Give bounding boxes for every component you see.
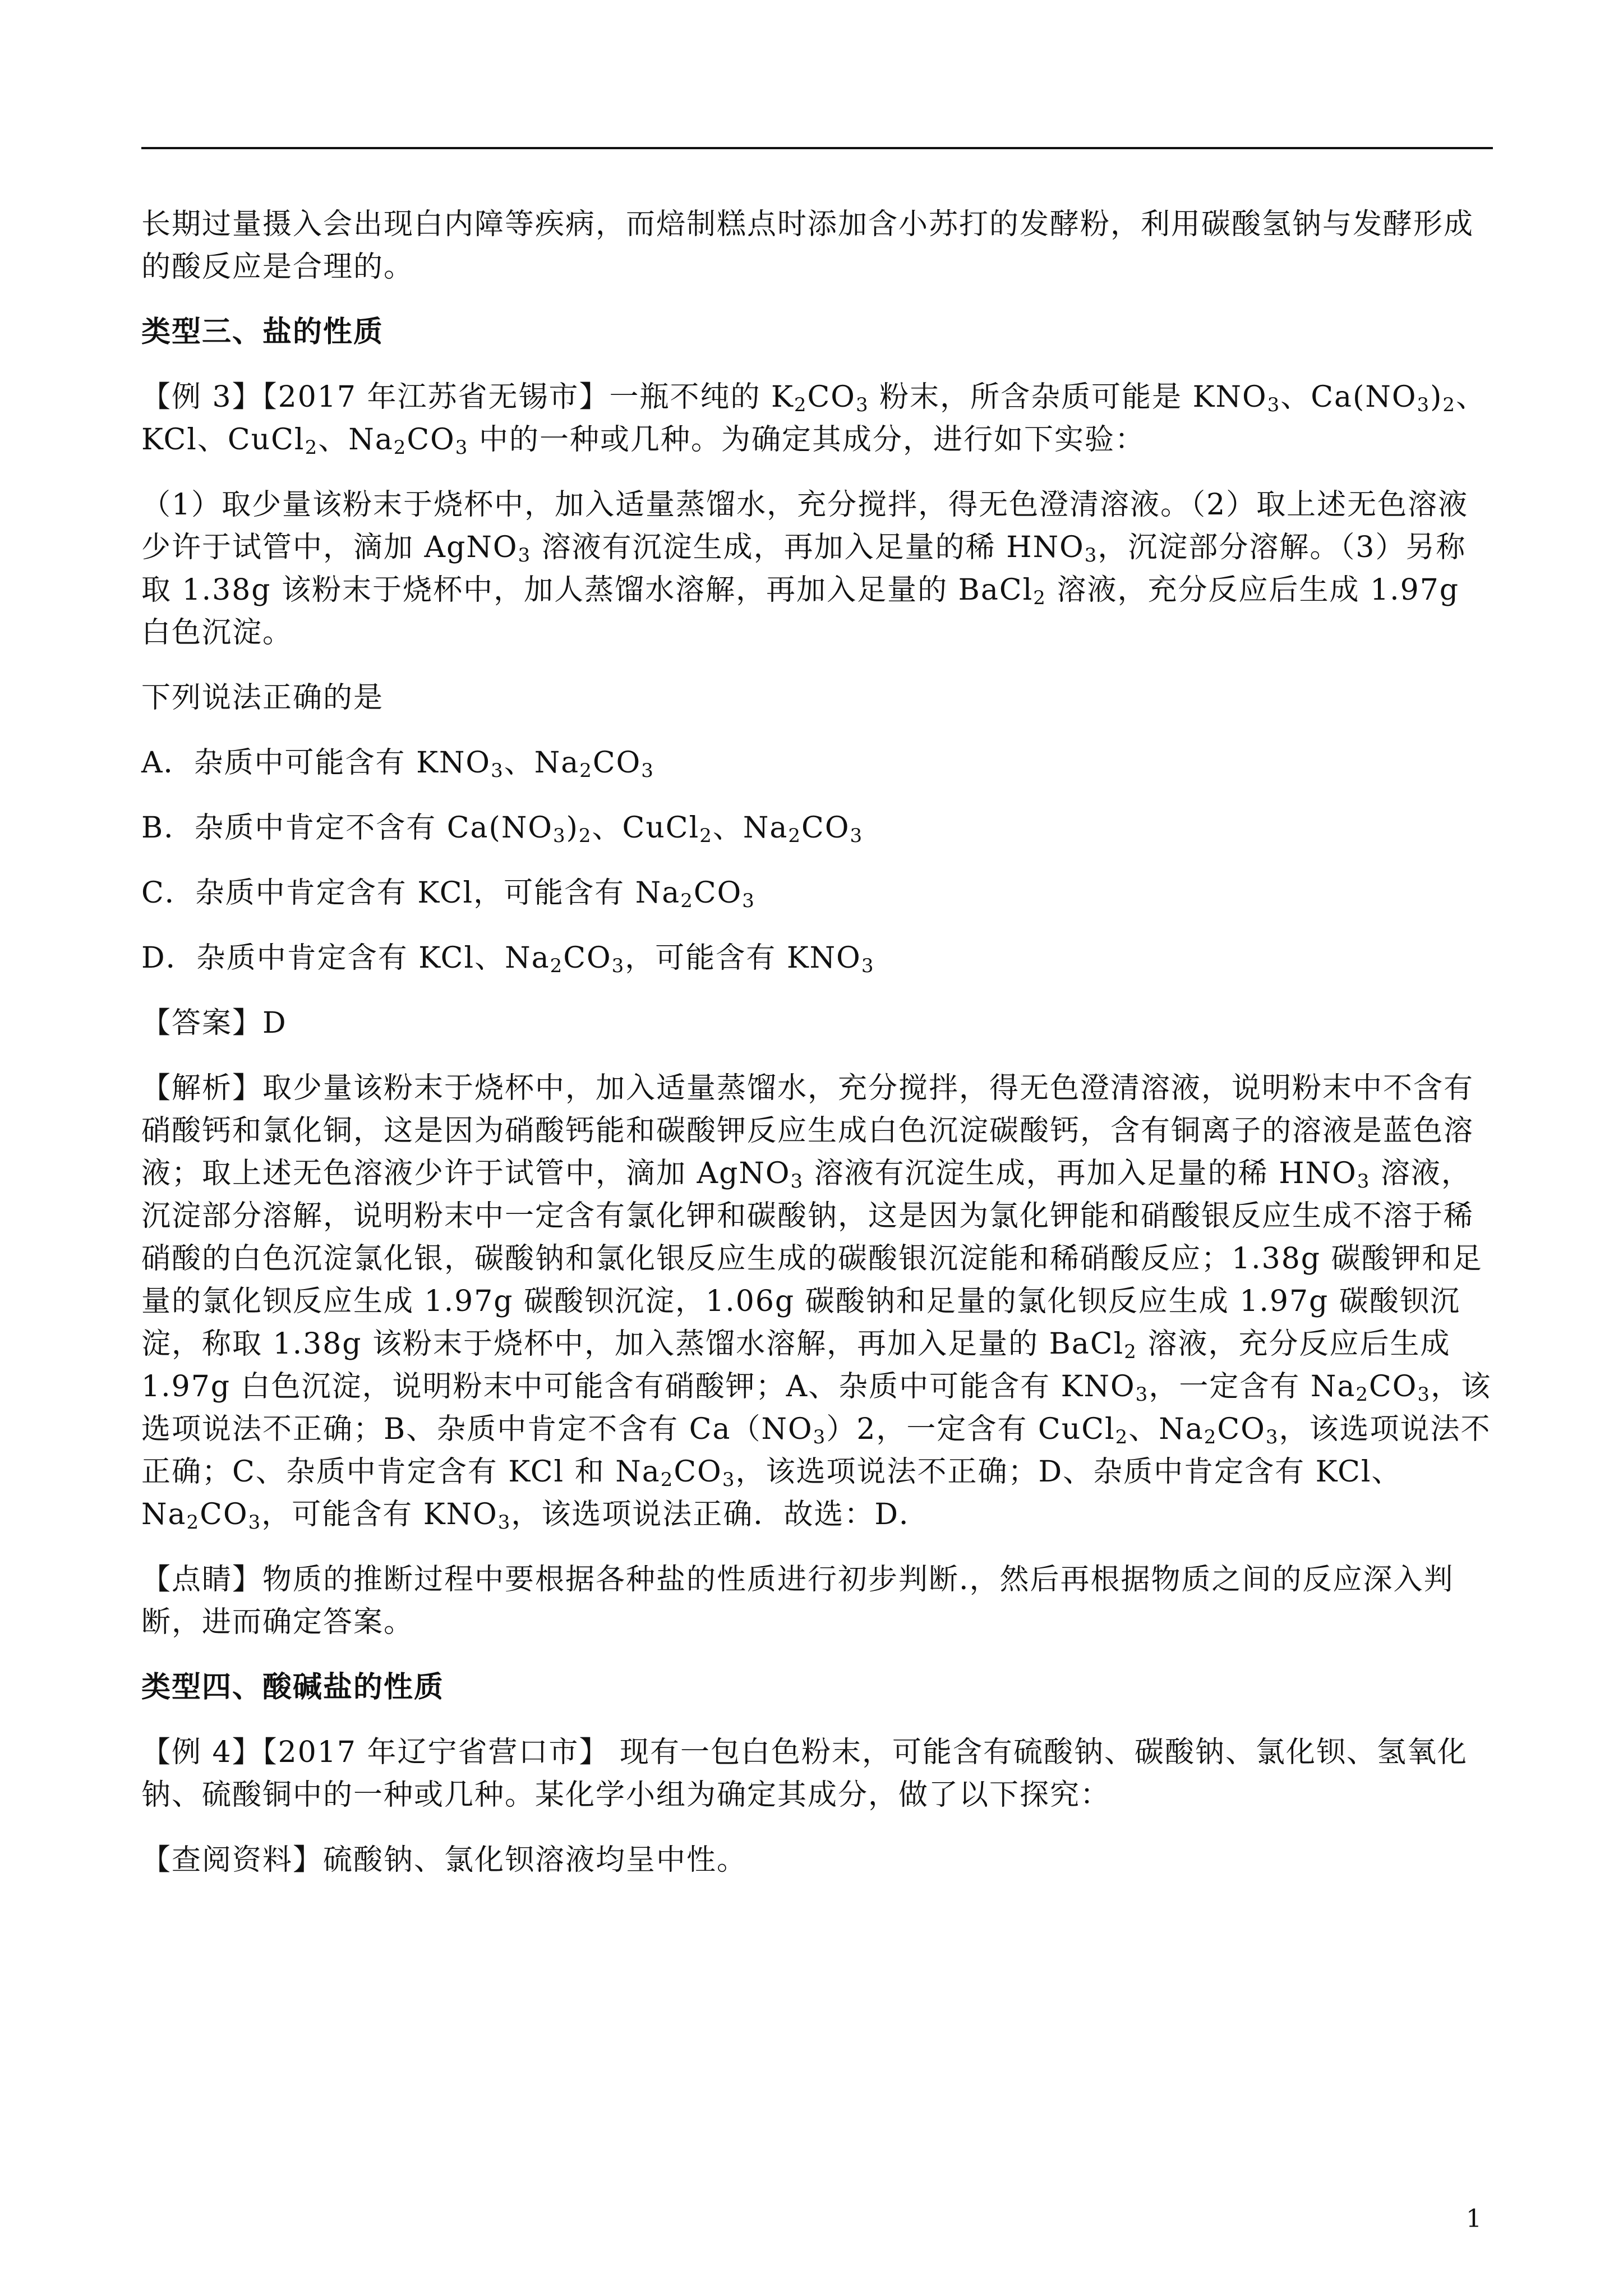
example3-stem: 【例 3】【2017 年江苏省无锡市】一瓶不纯的 $K_2CO_3$ 粉末，所含杂质可能是 $KNO_3$、$Ca(NO_3)_2$、KCl、CuCl$_2$、$Na_2CO_3$ 中的一种或几种。为确定其成分，进行如下实验： xyxy=(141,380,1487,459)
question-prompt: 下列说法正确的是 xyxy=(141,681,384,715)
header-rule xyxy=(141,147,1493,149)
document-body xyxy=(141,203,1493,1904)
example4-stem: 【例 4】【2017 年辽宁省营口市】 现有一包白色粉末，可能含有硫酸钠、碳酸钠、氯化钡、氢氧化钠、硫酸铜中的一种或几种。某化学小组为确定其成分，做了以下探究： xyxy=(141,1736,1468,1812)
section-heading-type3: 类型三、盐的性质 xyxy=(141,315,384,349)
option-d: D．杂质中肯定含有 KCl、$Na_2CO_3$，可能含有 $KNO_3$ xyxy=(141,941,875,977)
option-a: A．杂质中可能含有 $KNO_3$、$Na_2CO_3$ xyxy=(141,746,654,782)
section-heading-type4: 类型四、酸碱盐的性质 xyxy=(141,1670,445,1704)
analysis-paragraph: 【解析】取少量该粉末于烧杯中，加入适量蒸馏水，充分搅拌，得无色澄清溶液，说明粉末中不含有硝酸钙和氯化铜，这是因为硝酸钙能和碳酸钾反应生成白色沉淀碳酸钙，含有铜离子的溶液是蓝色溶液；取上述无色溶液少许于试管中，滴加 AgNO$_3$ 溶液有沉淀生成，再加入足量的稀 $HNO_3$ 溶液，沉淀部分溶解，说明粉末中一定含有氯化钾和碳酸钠，这是因为氯化钾能和硝酸银反应生成不溶于稀硝酸的白色沉淀氯化银，碳酸钠和氯化银反应生成的碳酸银沉淀能和稀硝酸反应；1.38g 碳酸钾和足量的氯化钡反应生成 1.97g 碳酸钡沉淀，1.06g 碳酸钠和足量的氯化钡反应生成 1.97g 碳酸钡沉淀，称取 1.38g 该粉末于烧杯中，加入蒸馏水溶解，再加入足量的 BaCl$_2$ 溶液，充分反应后生成 1.97g 白色沉淀，说明粉末中可能含有硝酸钾；A、杂质中可能含有 $KNO_3$，一定含有 $Na_2CO_3$，该选项说法不正确；B、杂质中肯定不含有 $Ca(NO_3)2$，一定含有 CuCl$_2$、$Na_2CO_3$，该选项说法不正确；C、杂质中肯定含有 KCl 和 $Na_2CO_3$，该选项说法不正确；D、杂质中肯定含有 KCl、$Na_2CO_3$，可能含有 $KNO_3$，该选项说法正确．故选：D． xyxy=(141,1071,1492,1534)
experiment-steps: （1）取少量该粉末于烧杯中，加入适量蒸馏水，充分搅拌，得无色澄清溶液。（2）取上述无色溶液少许于试管中，滴加 AgNO$_3$ 溶液有沉淀生成，再加入足量的稀 $HNO_3$，沉淀部分溶解。（3）另称取 1.38g 该粉末于烧杯中，加人蒸馏水溶解，再加入足量的 BaCl$_2$ 溶液，充分反应后生成 1.97g 白色沉淀。 xyxy=(141,488,1469,650)
page-number: 1 xyxy=(1466,2205,1482,2233)
intro-paragraph: 长期过量摄入会出现白内障等疾病，而焙制糕点时添加含小苏打的发酵粉，利用碳酸氢钠与发酵形成的酸反应是合理的。 xyxy=(141,208,1474,284)
option-c: C．杂质中肯定含有 KCl，可能含有 $Na_2CO_3$ xyxy=(141,876,755,912)
answer-line: 【答案】D xyxy=(141,1006,287,1040)
reference-note: 【查阅资料】硫酸钠、氯化钡溶液均呈中性。 xyxy=(141,1843,748,1877)
option-b: B．杂质中肯定不含有 $Ca(NO_3)_2$、CuCl$_2$、$Na_2CO_3$ xyxy=(141,811,864,847)
remark-paragraph: 【点睛】物质的推断过程中要根据各种盐的性质进行初步判断.，然后再根据物质之间的反应深入判断，进而确定答案。 xyxy=(141,1563,1454,1639)
